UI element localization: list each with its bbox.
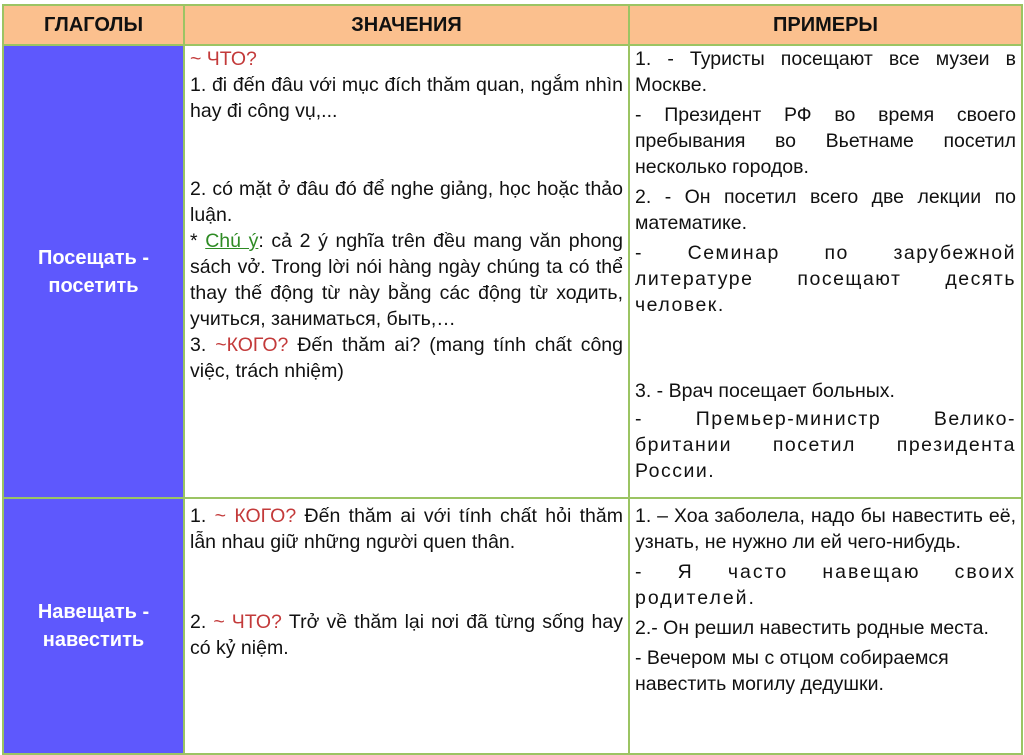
example: 2. - Он посетил всего две лекции по математике.: [635, 186, 1016, 234]
header-row: [3, 5, 1022, 45]
header-meanings: ЗНАЧЕНИЯ: [184, 5, 629, 45]
verb-cell: Посещать - посетить: [3, 45, 184, 498]
question-marker: ~ КОГО?: [214, 505, 297, 527]
note: * Chú ý: cả 2 ý nghĩa trên đều mang văn phong sách vở. Trong lời nói hàng ngày chúng ta có thể thay thế động từ này bằng các động từ ходить, учиться, заниматься, быть,…: [190, 230, 623, 330]
examples-cell: [629, 498, 1022, 754]
example: - Вечером мы с отцом собираемся навестить могилу дедушки.: [635, 647, 949, 695]
meaning-1: 1. ~ КОГО? Đến thăm ai với tính chất hỏi thăm lẫn nhau giữ những người quen thân.: [190, 505, 623, 553]
examples-cell: [629, 45, 1022, 498]
question-marker: ~КОГО?: [215, 334, 289, 356]
verbs-table: [2, 4, 1023, 755]
table-row: [3, 45, 1022, 498]
verb-cell: Навещать - навестить: [3, 498, 184, 754]
meaning-3: 3. ~КОГО? Đến thăm ai? (mang tính chất công việc, trách nhiệm): [190, 334, 623, 382]
meaning-1: 1. đi đến đâu với mục đích thăm quan, ngắm nhìn hay đi công vụ,...: [190, 74, 623, 122]
example: 1. - Туристы посещают все музеи в Москве.: [635, 48, 1016, 96]
example: - Премьер-министр Велико-британии посетил президента России.: [635, 408, 1016, 482]
example: - Семинар по зарубежной литературе посещают десять человек.: [635, 242, 1016, 316]
header-examples: ПРИМЕРЫ: [629, 5, 1022, 45]
meaning-2: 2. có mặt ở đâu đó để nghe giảng, học hoặc thảo luận.: [190, 178, 623, 226]
example: - Президент РФ во время своего пребывания во Вьетнаме посетил несколько городов.: [635, 104, 1016, 178]
example: - Я часто навещаю своих родителей.: [635, 561, 1016, 609]
example: 2.- Он решил навестить родные места.: [635, 617, 989, 639]
question-marker: ~ ЧТО?: [213, 611, 282, 633]
note-label: Chú ý: [205, 230, 259, 252]
meanings-cell: [184, 45, 629, 498]
example: 3. - Врач посещает больных.: [635, 380, 895, 402]
question-marker: ~ ЧТО?: [190, 48, 257, 70]
example: 1. – Хоа заболела, надо бы навестить её, узнать, не нужно ли ей чего-нибудь.: [635, 505, 1016, 553]
table-row: [3, 498, 1022, 754]
meanings-cell: [184, 498, 629, 754]
header-verbs: ГЛАГОЛЫ: [3, 5, 184, 45]
meaning-2: 2. ~ ЧТО? Trở về thăm lại nơi đã từng sống hay có kỷ niệm.: [190, 611, 623, 659]
